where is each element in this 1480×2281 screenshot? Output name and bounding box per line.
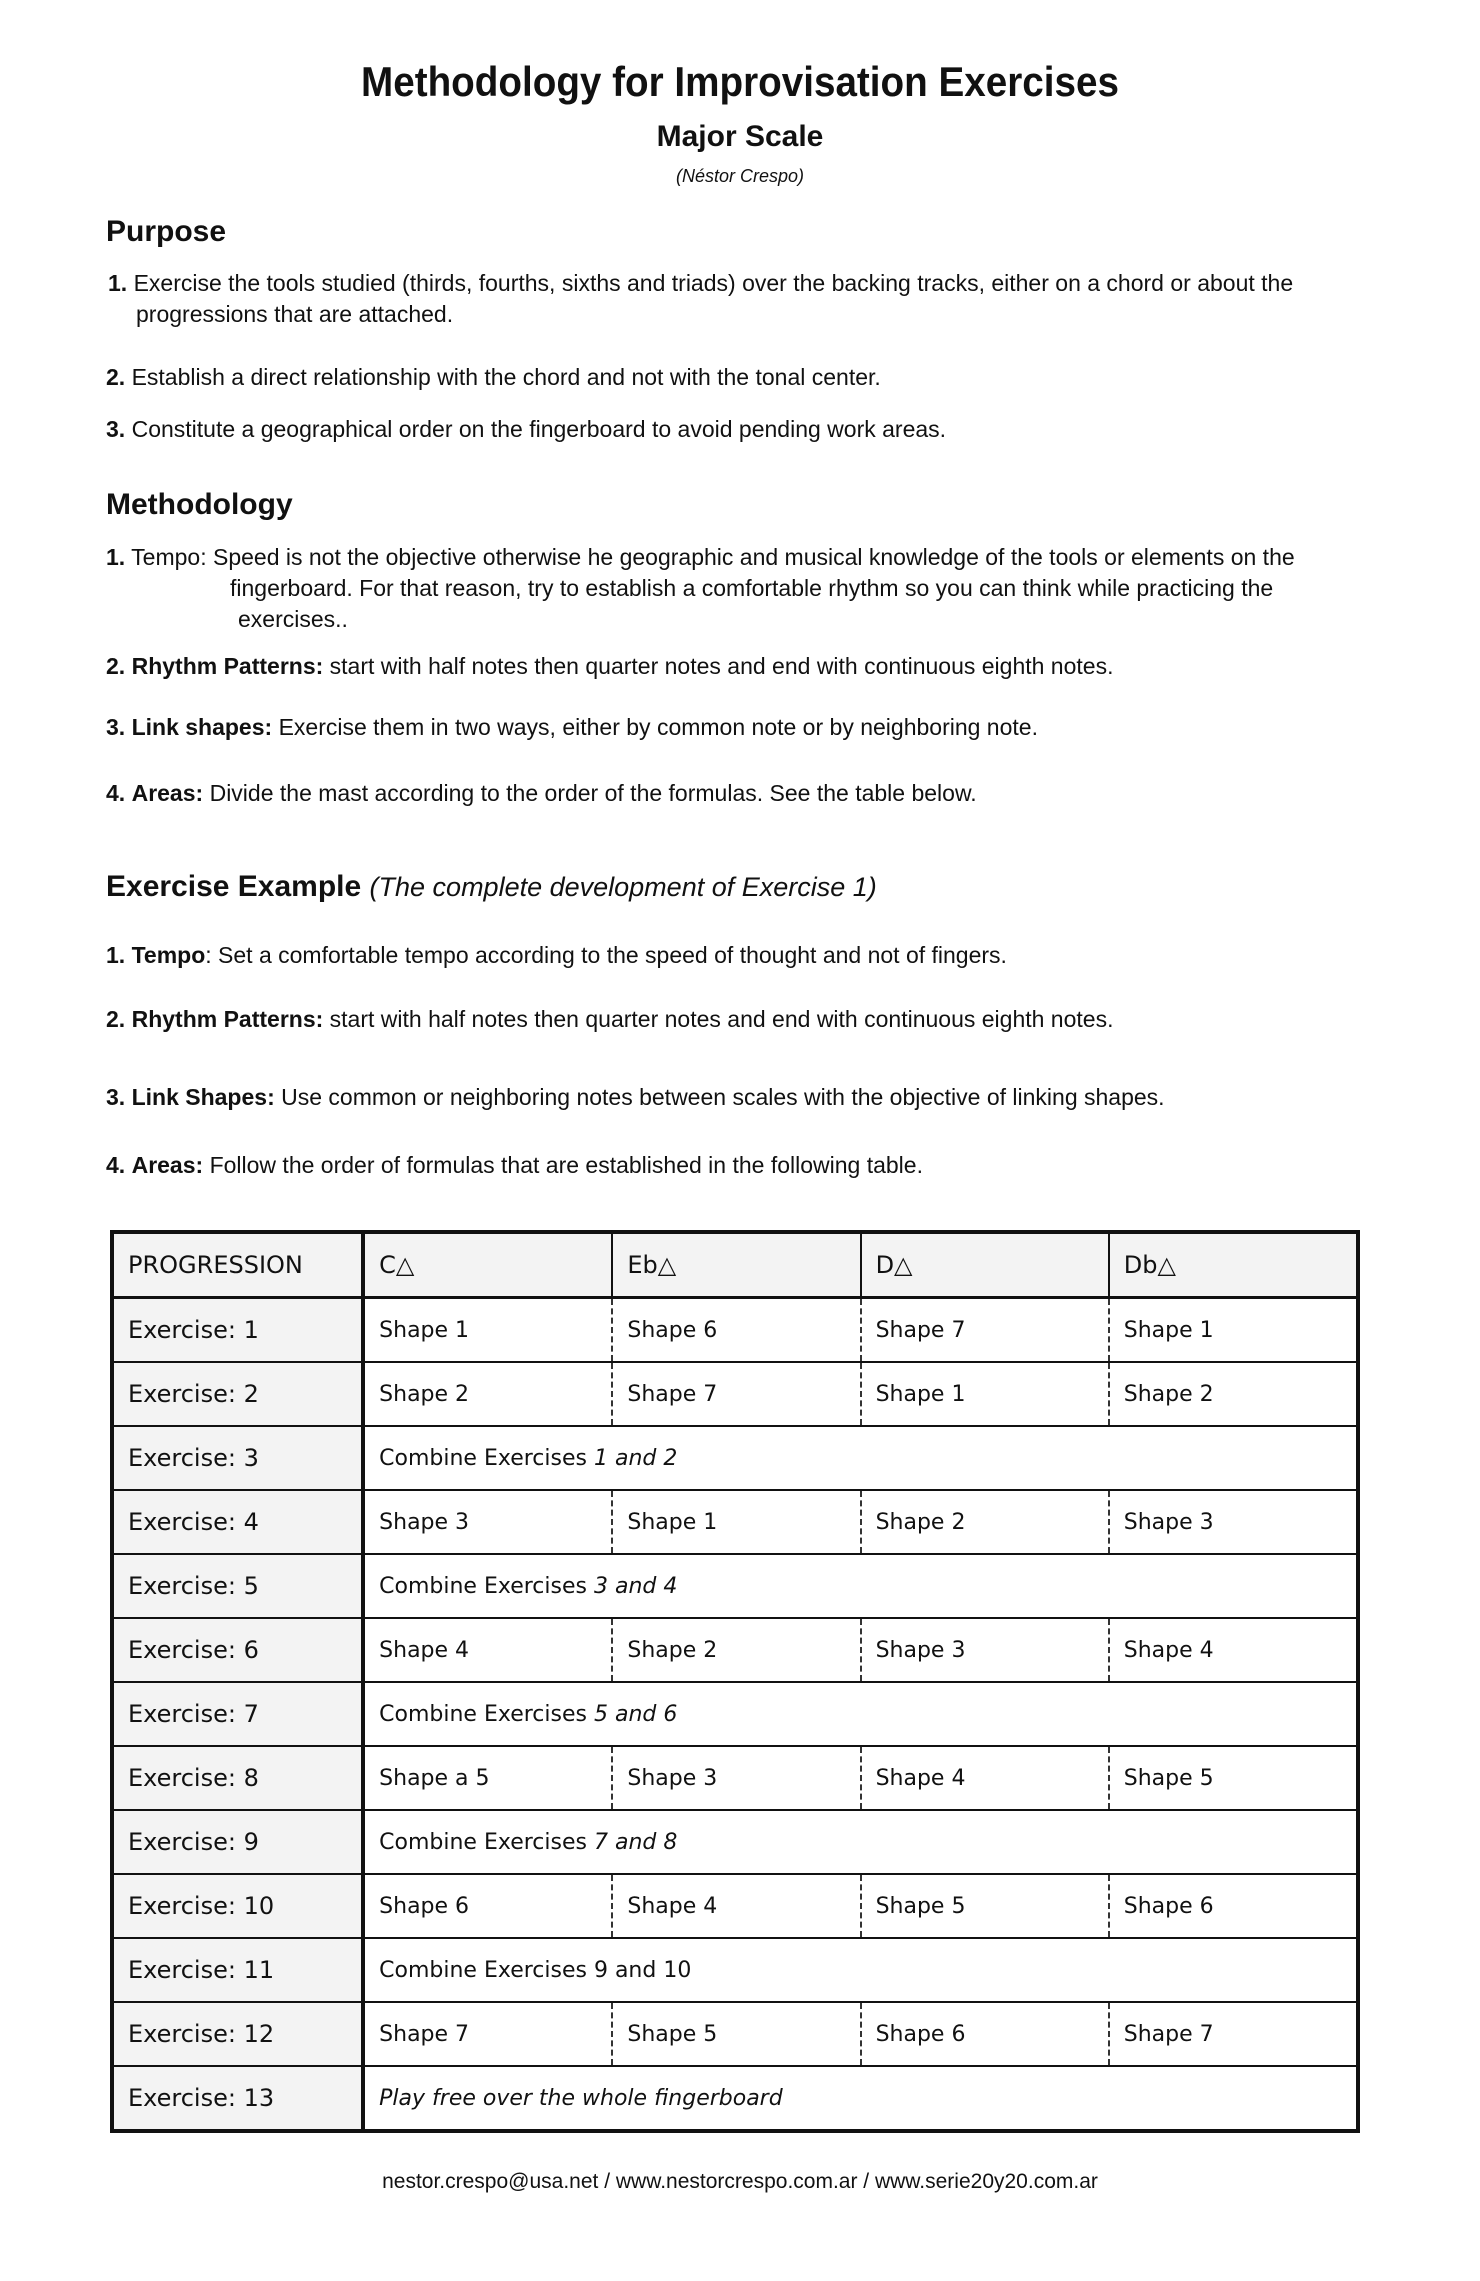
example-item-3-text: Use common or neighboring notes between scales with the objective of linking shapes. — [281, 1084, 1165, 1110]
example-item-2-num: 2. — [106, 1006, 126, 1032]
table-cell: Shape 6 — [363, 1874, 612, 1938]
table-row — [112, 1938, 1358, 2002]
table-cell: Shape 4 — [861, 1746, 1109, 1810]
document-subtitle: Major Scale — [656, 120, 824, 153]
row-label: Exercise: 2 — [112, 1362, 363, 1426]
table-row — [112, 1426, 1358, 1490]
example-heading — [106, 870, 877, 904]
methodology-item-2-text: start with half notes then quarter notes and end with continuous eighth notes. — [329, 653, 1114, 679]
combined-cell — [363, 1554, 1358, 1618]
table-cell: Shape 2 — [1109, 1362, 1358, 1426]
table-cell: Shape 4 — [1109, 1618, 1358, 1682]
purpose-item-3-num: 3. — [106, 416, 126, 442]
methodology-item-1-text-b: fingerboard. For that reason, try to establish a comfortable rhythm so you can think while practicing the — [230, 575, 1274, 601]
methodology-item-3-label: Link shapes: — [131, 714, 273, 740]
purpose-item-2-text: Establish a direct relationship with the chord and not with the tonal center. — [131, 364, 881, 390]
table-cell: Shape 1 — [1109, 1298, 1358, 1363]
table-cell: Shape 6 — [612, 1298, 860, 1363]
row-label: Exercise: 8 — [112, 1746, 363, 1810]
table-row — [112, 1362, 1358, 1426]
row-label: Exercise: 12 — [112, 2002, 363, 2066]
methodology-item-2-num: 2. — [106, 653, 126, 679]
methodology-item-4-num: 4. — [106, 780, 126, 806]
combined-cell-prefix: Combine Exercises — [379, 1573, 594, 1599]
row-label: Exercise: 10 — [112, 1874, 363, 1938]
table-cell: Shape 7 — [612, 1362, 860, 1426]
example-heading-note: (The complete development of Exercise 1) — [369, 872, 877, 902]
table-row — [112, 1874, 1358, 1938]
table-cell: Shape a 5 — [363, 1746, 612, 1810]
table-header-cell: Eb△ — [612, 1232, 860, 1298]
example-item-3-num: 3. — [106, 1084, 126, 1110]
table-cell: Shape 4 — [363, 1618, 612, 1682]
purpose-item-1 — [106, 268, 1426, 330]
table-cell: Shape 7 — [363, 2002, 612, 2066]
row-label: Exercise: 4 — [112, 1490, 363, 1554]
methodology-item-3-num: 3. — [106, 714, 126, 740]
table-cell: Shape 5 — [612, 2002, 860, 2066]
example-item-4-label: Areas: — [131, 1152, 204, 1178]
combined-cell-suffix: 7 and 8 — [593, 1829, 678, 1855]
combined-cell-suffix: 1 and 2 — [593, 1445, 678, 1471]
row-label: Exercise: 13 — [112, 2066, 363, 2131]
row-label: Exercise: 7 — [112, 1682, 363, 1746]
purpose-heading: Purpose — [106, 215, 227, 248]
purpose-item-2 — [106, 362, 1396, 393]
example-item-1 — [106, 940, 1396, 971]
example-heading-text: Exercise Example — [106, 870, 362, 903]
example-item-1-label: Tempo — [131, 942, 206, 968]
combined-cell-suffix: Play free over the whole fingerboard — [379, 2085, 783, 2111]
combined-cell — [363, 1810, 1358, 1874]
combined-cell — [363, 1938, 1358, 2002]
table-row — [112, 1298, 1358, 1363]
methodology-item-1-text-a: Tempo: Speed is not the objective otherwise he geographic and musical knowledge of the tools or elements on the — [131, 544, 1295, 570]
methodology-item-2 — [106, 651, 1396, 682]
example-item-3-label: Link Shapes: — [131, 1084, 275, 1110]
purpose-item-1-text: Exercise the tools studied (thirds, fourths, sixths and triads) over the backing tracks, either on a chord or about the progressions that are attached. — [133, 270, 1294, 327]
table-cell: Shape 1 — [861, 1362, 1109, 1426]
purpose-item-1-num: 1. — [108, 270, 128, 296]
purpose-item-2-num: 2. — [106, 364, 126, 390]
table-cell: Shape 2 — [612, 1618, 860, 1682]
methodology-heading: Methodology — [106, 488, 293, 521]
table-cell: Shape 3 — [861, 1618, 1109, 1682]
combined-cell-suffix: 3 and 4 — [593, 1573, 678, 1599]
table-cell: Shape 5 — [1109, 1746, 1358, 1810]
table-cell: Shape 7 — [1109, 2002, 1358, 2066]
combined-cell-prefix: Combine Exercises — [379, 1701, 594, 1727]
table-header-row — [112, 1232, 1358, 1298]
document-title: Methodology for Improvisation Exercises — [361, 58, 1119, 105]
methodology-item-3-text: Exercise them in two ways, either by common note or by neighboring note. — [278, 714, 1038, 740]
example-item-4-text: Follow the order of formulas that are established in the following table. — [209, 1152, 923, 1178]
row-label: Exercise: 5 — [112, 1554, 363, 1618]
row-label: Exercise: 9 — [112, 1810, 363, 1874]
progression-table — [110, 1230, 1360, 2133]
methodology-item-2-label: Rhythm Patterns: — [131, 653, 324, 679]
example-item-2-text: start with half notes then quarter notes and end with continuous eighth notes. — [329, 1006, 1114, 1032]
footer-contact: nestor.crespo@usa.net / www.nestorcrespo.com.ar / www.serie20y20.com.ar — [382, 2170, 1098, 2193]
example-item-2-label: Rhythm Patterns: — [131, 1006, 324, 1032]
table-cell: Shape 3 — [1109, 1490, 1358, 1554]
table-row — [112, 1810, 1358, 1874]
table-row — [112, 1554, 1358, 1618]
table-row — [112, 1490, 1358, 1554]
methodology-item-4-text: Divide the mast according to the order of the formulas. See the table below. — [209, 780, 977, 806]
table-row — [112, 2002, 1358, 2066]
row-label: Exercise: 3 — [112, 1426, 363, 1490]
table-cell: Shape 6 — [861, 2002, 1109, 2066]
example-item-4-num: 4. — [106, 1152, 126, 1178]
example-item-1-num: 1. — [106, 942, 126, 968]
table-cell: Shape 5 — [861, 1874, 1109, 1938]
table-header-cell: D△ — [861, 1232, 1109, 1298]
methodology-item-3 — [106, 712, 1396, 743]
table-cell: Shape 1 — [612, 1490, 860, 1554]
example-item-4 — [106, 1150, 1396, 1181]
example-item-2 — [106, 1004, 1396, 1035]
purpose-item-3 — [106, 414, 1396, 445]
methodology-item-1-text-c: exercises.. — [238, 606, 348, 632]
table-cell: Shape 4 — [612, 1874, 860, 1938]
table-row — [112, 1618, 1358, 1682]
table-header-cell: PROGRESSION — [112, 1232, 363, 1298]
combined-cell — [363, 1426, 1358, 1490]
combined-cell — [363, 2066, 1358, 2131]
combined-cell-suffix: 5 and 6 — [593, 1701, 678, 1727]
document-author: (Néstor Crespo) — [675, 166, 805, 186]
combined-cell-prefix: Combine Exercises 9 and 10 — [379, 1957, 692, 1983]
purpose-item-3-text: Constitute a geographical order on the fingerboard to avoid pending work areas. — [131, 416, 947, 442]
methodology-item-1-num: 1. — [106, 544, 126, 570]
row-label: Exercise: 1 — [112, 1298, 363, 1363]
example-item-1-text: : Set a comfortable tempo according to the speed of thought and not of fingers. — [205, 942, 1007, 968]
table-cell: Shape 7 — [861, 1298, 1109, 1363]
table-row — [112, 1682, 1358, 1746]
example-item-3 — [106, 1082, 1396, 1113]
methodology-item-4 — [106, 778, 1396, 809]
combined-cell — [363, 1682, 1358, 1746]
row-label: Exercise: 6 — [112, 1618, 363, 1682]
methodology-item-1 — [106, 542, 1396, 635]
table-cell: Shape 3 — [363, 1490, 612, 1554]
table-cell: Shape 2 — [861, 1490, 1109, 1554]
table-cell: Shape 3 — [612, 1746, 860, 1810]
table-header-cell: Db△ — [1109, 1232, 1358, 1298]
table-header-cell: C△ — [363, 1232, 612, 1298]
table-cell: Shape 1 — [363, 1298, 612, 1363]
row-label: Exercise: 11 — [112, 1938, 363, 2002]
methodology-item-4-label: Areas: — [131, 780, 204, 806]
table-cell: Shape 6 — [1109, 1874, 1358, 1938]
table-cell: Shape 2 — [363, 1362, 612, 1426]
combined-cell-prefix: Combine Exercises — [379, 1829, 594, 1855]
table-row — [112, 2066, 1358, 2131]
table-row — [112, 1746, 1358, 1810]
combined-cell-prefix: Combine Exercises — [379, 1445, 594, 1471]
